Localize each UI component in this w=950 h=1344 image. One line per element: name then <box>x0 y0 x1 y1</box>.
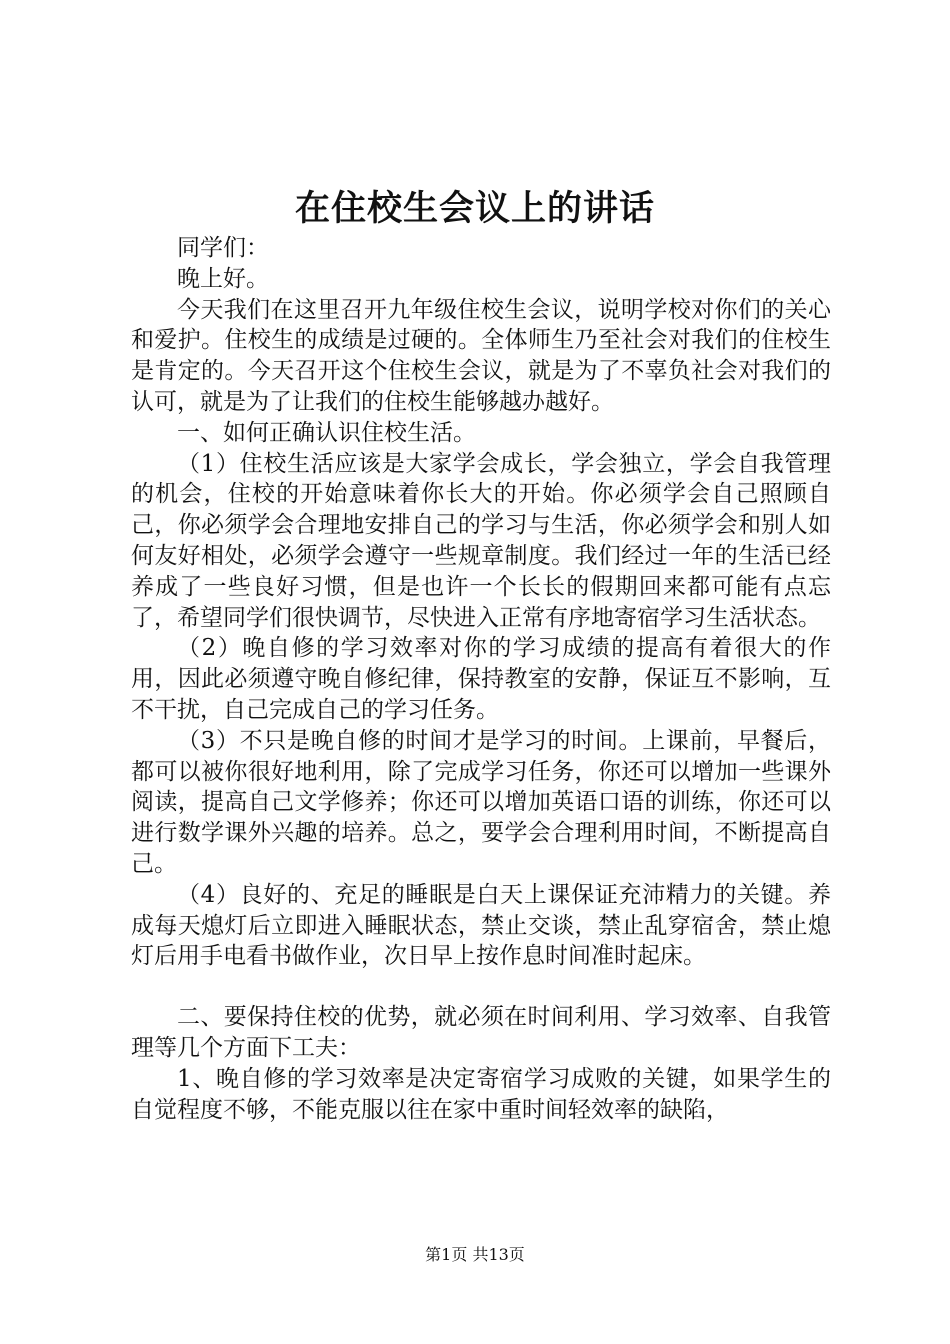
paragraph-point-2: （2）晚自修的学习效率对你的学习成绩的提高有着很大的作用，因此必须遵守晚自修纪律，保持教室的安静，保证互不影响，互不干扰，自己完成自己的学习任务。 <box>131 635 831 723</box>
greeting: 晚上好。 <box>177 265 269 292</box>
section-heading-2: 二、要保持住校的优势，就必须在时间利用、学习效率、自我管理等几个方面下工夫： <box>131 1004 831 1061</box>
document-body <box>131 233 831 1125</box>
salutation: 同学们： <box>177 235 269 261</box>
paragraph-point-3: （3）不只是晚自修的时间才是学习的时间。上课前，早餐后，都可以被你很好地利用，除了完成学习任务，你还可以增加一些课外阅读，提高自己文学修养；你还可以增加英语口语的训练，你还可以进行数学课外兴趣的培养。总之，要学会合理利用时间，不断提高自己。 <box>131 727 831 877</box>
section-heading-1: 一、如何正确认识住校生活。 <box>177 419 476 446</box>
paragraph-point-1: （1）住校生活应该是大家学会成长，学会独立，学会自我管理的机会，住校的开始意味着你长大的开始。你必须学会自己照顾自己，你必须学会合理地安排自己的学习与生活，你必须学会和别人如何友好相处，必须学会遵守一些规章制度。我们经过一年的生活已经养成了一些良好习惯，但是也许一个长长的假期回来都可能有点忘了，希望同学们很快调节，尽快进入正常有序地寄宿学习生活状态。 <box>131 450 831 631</box>
paragraph-point-4: （4）良好的、充足的睡眠是白天上课保证充沛精力的关键。养成每天熄灯后立即进入睡眠状态，禁止交谈，禁止乱穿宿舍，禁止熄灯后用手电看书做作业，次日早上按作息时间准时起床。 <box>131 881 831 970</box>
document-title: 在住校生会议上的讲话 <box>294 188 655 229</box>
paragraph-intro: 今天我们在这里召开九年级住校生会议，说明学校对你们的关心和爱护。住校生的成绩是过硬的。全体师生乃至社会对我们的住校生是肯定的。今天召开这个住校生会议，就是为了不辜负社会对我们的认可，就是为了让我们的住校生能够越办越好。 <box>131 296 831 415</box>
page-footer: 第1页 共13页 <box>425 1245 525 1264</box>
paragraph-item-1: 1、晚自修的学习效率是决定寄宿学习成败的关键，如果学生的自觉程度不够，不能克服以往在家中重时间轻效率的缺陷， <box>131 1065 831 1123</box>
